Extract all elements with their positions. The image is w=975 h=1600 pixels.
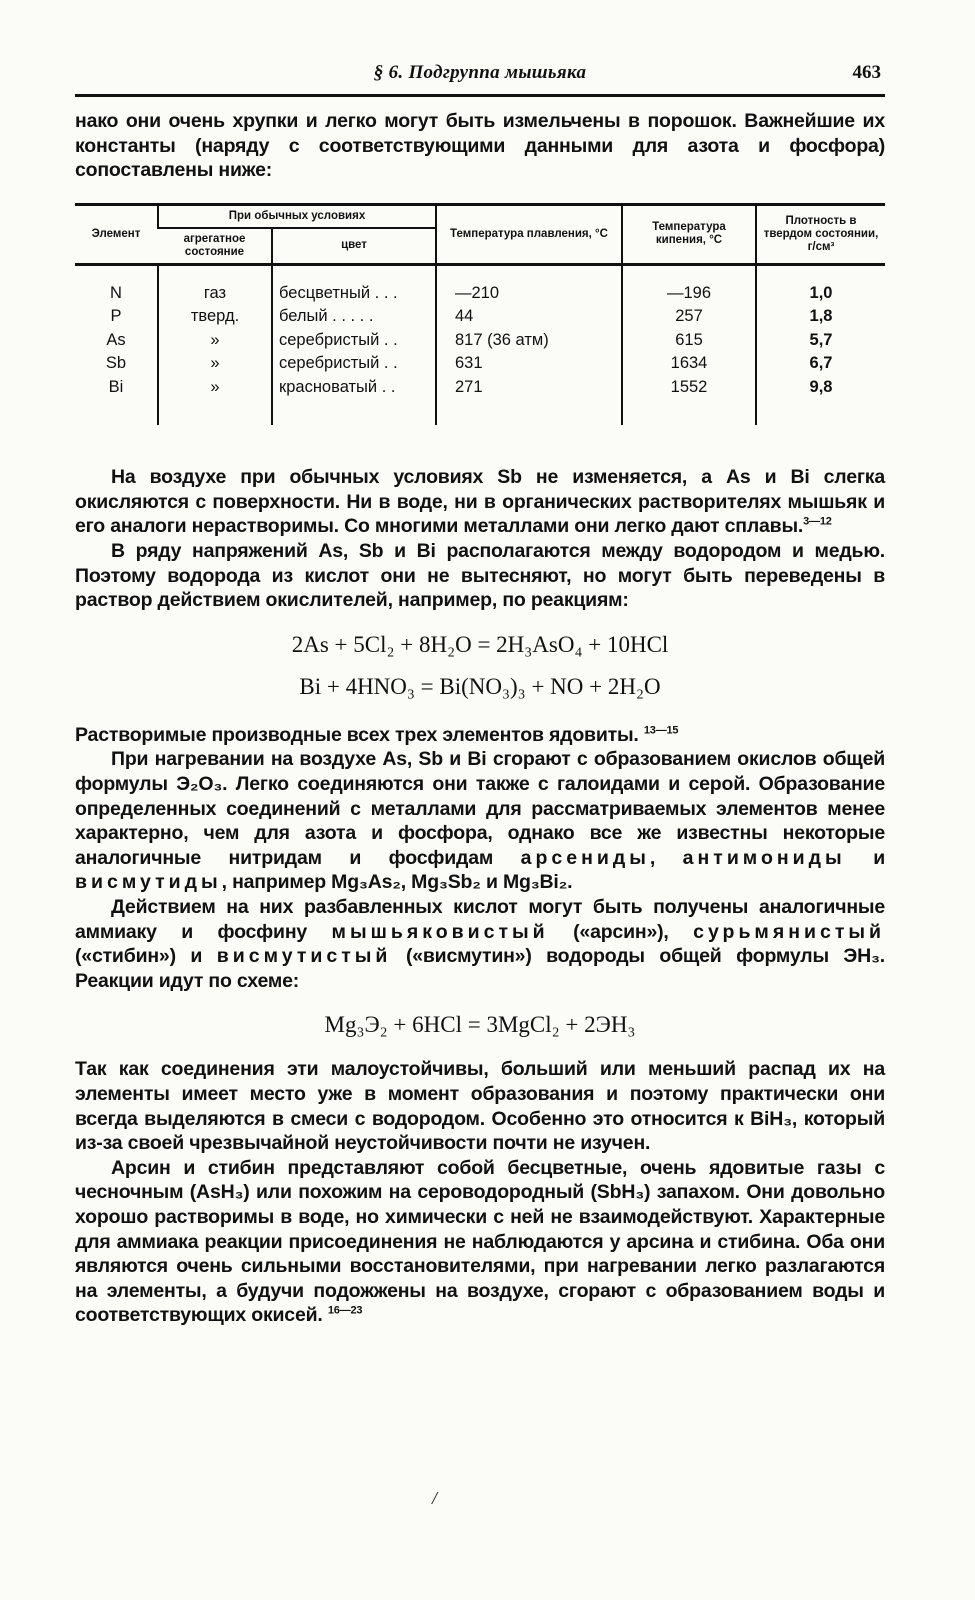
cell-state: »	[158, 329, 272, 353]
page-number: 463	[852, 62, 881, 83]
paragraph-toxicity	[75, 723, 885, 748]
cell-density: 6,7	[756, 352, 885, 376]
paragraph-arsine-stibine	[75, 1156, 885, 1328]
header-state: агрегатное состояние	[158, 228, 272, 265]
paragraph-combustion: При нагревании на воздухе As, Sb и Bi сгорают с образованием окислов общей формулы Э₂О₃. Легко соединяются они также с галоидами и серой. Образование определенных соединений с металлами для рассматриваемых элементов менее характерно, чем для азота и фосфора, однако все же известны некоторые аналогичные нитридам и фосфидам арсениды, антимониды и висмутиды, например Mg₃As₂, Mg₃Sb₂ и Mg₃Bi₂.	[75, 748, 886, 894]
paragraph-text: («висмутин») водороды общей формулы ЭН₃. Реакции идут по схеме:	[75, 945, 886, 992]
header-color: цвет	[272, 228, 436, 265]
header-melting: Температура плавления, °С	[436, 204, 622, 264]
table-row	[75, 329, 885, 353]
book-page	[75, 58, 885, 1328]
paragraph-text: , например Mg₃As₂, Mg₃Sb₂ и Mg₃Bi₂.	[221, 871, 573, 894]
constants-table	[75, 203, 885, 426]
equation-arsenic: 2As + 5Cl₂ + 8H₂O = 2H₃AsO₄ + 10HCl	[291, 631, 669, 657]
cell-element: As	[106, 330, 126, 349]
table-row	[75, 264, 885, 305]
paragraph-hydrides	[75, 895, 885, 993]
paragraph-text: Растворимые производные всех трех элементов ядовиты.	[75, 723, 639, 746]
term-antimonides: антимониды	[682, 846, 846, 869]
header-density: Плотность в твердом состоянии, г/см³	[756, 204, 885, 264]
cell-melting: 44	[436, 305, 622, 329]
cell-state: тверд.	[158, 305, 272, 329]
header-rule	[75, 94, 885, 97]
header-element: Элемент	[75, 204, 158, 264]
cell-color: серебристый . .	[272, 352, 436, 376]
cell-density: 1,8	[756, 305, 885, 329]
paragraph-instability: Так как соединения эти малоустойчивы, больший или меньший распад их на элементы имеет место уже в момент образования и поэтому практически они всегда выделяются в смеси с водородом. Особенно это относится к BiH₃, который из-за своей чрезвычайной неустойчивости почти не изучен.	[75, 1058, 885, 1155]
cell-density: 5,7	[756, 329, 885, 353]
cell-melting: 817 (36 атм)	[436, 329, 622, 353]
paragraph-text: Действием на них разбавленных кислот могут быть получены аналогичные аммиаку и фосфину	[75, 896, 885, 943]
reference-number: 16—23	[327, 1304, 363, 1317]
header-normal-conditions: При обычных условиях	[158, 204, 436, 228]
cell-color: серебристый . .	[272, 329, 436, 353]
cell-state: газ	[158, 264, 272, 305]
cell-melting: —210	[436, 264, 622, 305]
table-row	[75, 305, 885, 329]
term-bismuthous: висмутистый	[216, 945, 392, 968]
term-bismuthides: висмутиды	[75, 871, 222, 894]
footer-mark: /	[432, 1488, 438, 1508]
term-arsenous: мышьяковистый	[331, 920, 549, 943]
cell-element: Bi	[108, 377, 124, 396]
cell-color: белый . . . . .	[272, 305, 436, 329]
conjunction: и	[873, 846, 886, 869]
cell-color: бесцветный . . .	[272, 264, 436, 305]
cell-boiling: 615	[622, 329, 756, 353]
cell-element: P	[110, 307, 122, 326]
paragraph-text: («стибин») и	[75, 945, 203, 968]
cell-element: N	[110, 283, 122, 302]
section-title: § 6. Подгруппа мышьяка	[373, 62, 587, 83]
table-row	[75, 376, 885, 426]
paragraph-text: При нагревании на воздухе As, Sb и Bi сгорают с образованием окислов общей формулы Э₂О₃. Легко соединяются они также с галоидами и серой. Образование определенных соединений с металлами для рассматриваемых элементов менее характерно, чем для азота и фосфора, однако все же известны некоторые аналогичные нитридам и фосфидам	[75, 748, 885, 869]
reference-number: 13—15	[643, 724, 679, 737]
equation-hydride: Mg₃Э₂ + 6HCl = 3MgCl₂ + 2ЭH₃	[324, 1012, 636, 1038]
cell-boiling: 1634	[622, 352, 756, 376]
cell-boiling: —196	[622, 264, 756, 305]
term-arsenides: арсениды	[520, 846, 650, 869]
paragraph-voltage-series: В ряду напряжений As, Sb и Bi располагаются между водородом и медью. Поэтому водорода из кислот они не вытесняют, но могут быть переведены в раствор действием окислителей, например, по реакциям:	[75, 540, 885, 612]
cell-boiling: 257	[622, 305, 756, 329]
paragraph-text: («арсин»),	[573, 920, 669, 943]
header-boiling: Температура кипения, °С	[622, 204, 756, 264]
equation-bismuth: Bi + 4HNO₃ = Bi(NO₃)₃ + NO + 2H₂O	[299, 673, 661, 699]
cell-color: красноватый . .	[272, 376, 436, 426]
cell-state: »	[158, 352, 272, 376]
paragraph-air-stability	[75, 465, 885, 539]
running-header	[75, 58, 885, 92]
cell-boiling: 1552	[622, 376, 756, 426]
cell-density: 1,0	[756, 264, 885, 305]
reference-number: 3—12	[803, 515, 832, 528]
paragraph-text: На воздухе при обычных условиях Sb не изменяется, а As и Bi слегка окисляются с поверхности. Ни в воде, ни в органических растворителях мышьяк и его аналоги нерастворимы. Со многими металлами они легко дают сплавы.	[75, 466, 885, 538]
table-row	[75, 352, 885, 376]
term-antimonous: сурьмянистый	[693, 920, 886, 943]
paragraph-text: Арсин и стибин представляют собой бесцветные, очень ядовитые газы с чесночным (AsH₃) или похожим на сероводородный (SbH₃) запахом. Они довольно хорошо растворимы в воде, но химически с ней не взаимодействуют. Характерные для аммиака реакции присоединения не наблюдаются у арсина и стибина. Оба они являются очень сильными восстановителями, при нагревании легко разлагаются на элементы, а будучи подожжены на воздухе, сгорают с образованием воды и соответствующих окисей.	[75, 1156, 885, 1327]
cell-melting: 631	[436, 352, 622, 376]
cell-state: »	[158, 376, 272, 426]
intro-paragraph: нако они очень хрупки и легко могут быть измельчены в порошок. Важнейшие их константы (наряду с соответствующими данными для азота и фосфора) сопоставлены ниже:	[75, 110, 885, 182]
cell-melting: 271	[436, 376, 622, 426]
cell-element: Sb	[105, 354, 127, 373]
cell-density: 9,8	[756, 376, 885, 426]
